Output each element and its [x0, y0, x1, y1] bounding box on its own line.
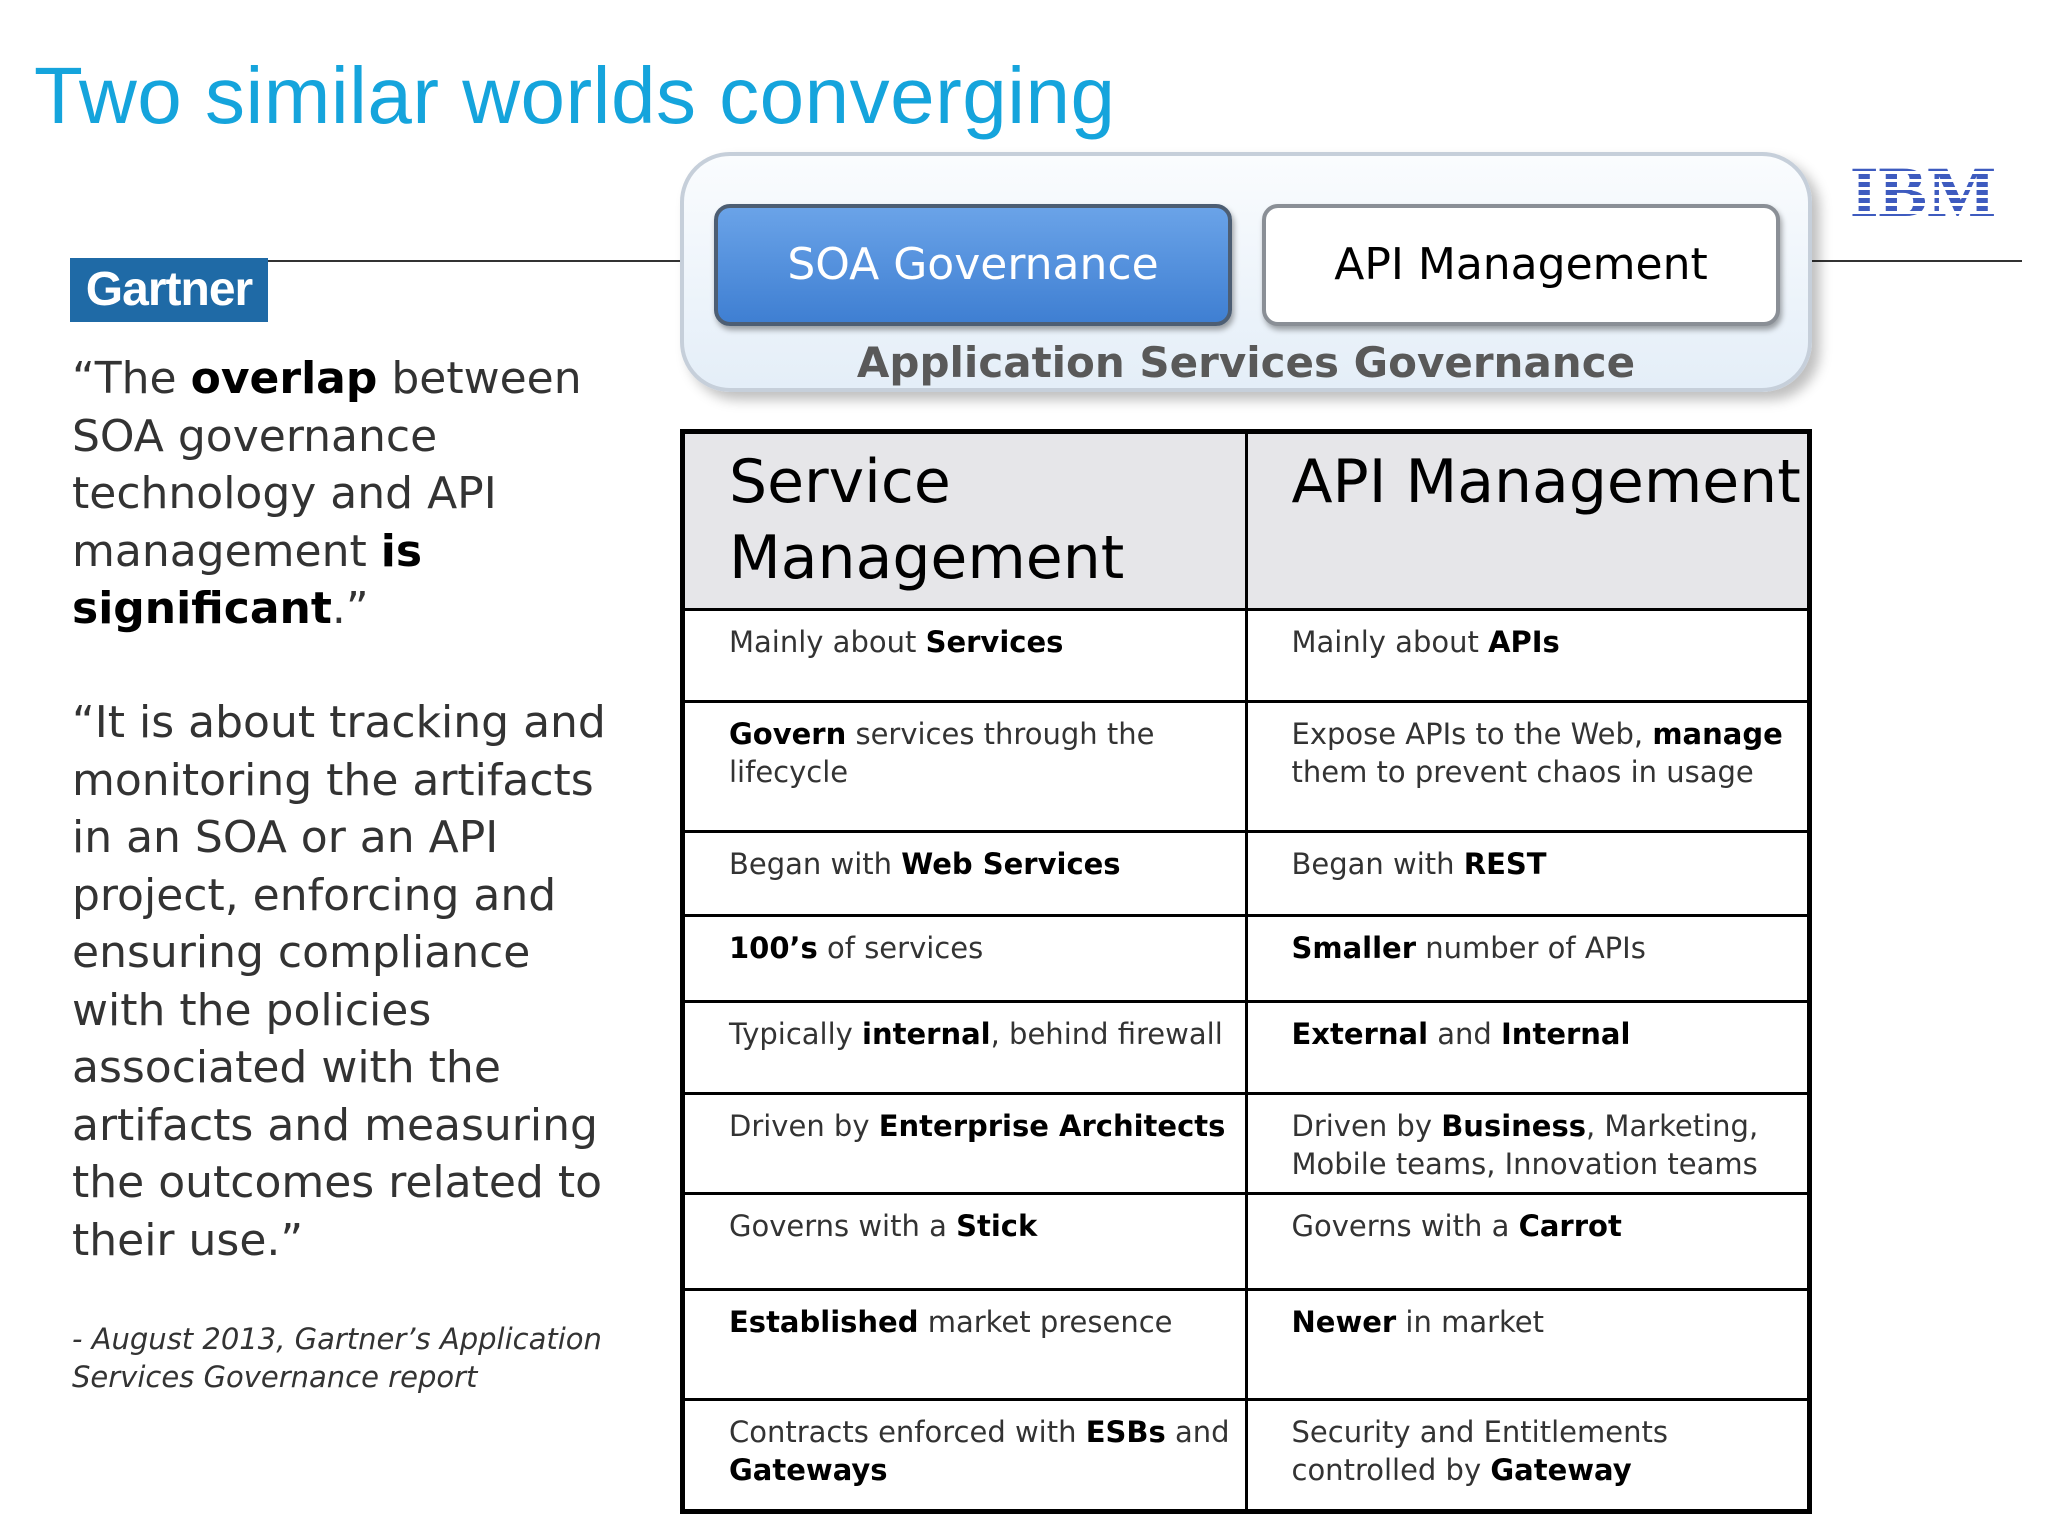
- gartner-logo: Gartner: [70, 258, 268, 322]
- cell-service-management: [683, 1194, 1247, 1290]
- comparison-table: [680, 429, 1812, 1514]
- cell-api-management: [1246, 610, 1810, 702]
- table-header-row: [683, 432, 1810, 610]
- bold-text: Internal: [1501, 1017, 1631, 1051]
- cell-service-management: [683, 1002, 1247, 1094]
- application-services-governance-label: Application Services Governance: [856, 338, 1636, 387]
- cell-service-management: [683, 610, 1247, 702]
- cell-api-management: [1246, 1400, 1810, 1512]
- ibm-logo: [1848, 158, 1998, 222]
- cell-api-management: [1246, 832, 1810, 916]
- bold-text: Services: [925, 625, 1064, 659]
- divider-line-right: [1812, 260, 2022, 262]
- text: and: [1165, 1415, 1230, 1449]
- text: Security and Entitlements controlled by: [1291, 1415, 1668, 1487]
- table-row: [683, 1094, 1810, 1194]
- text: , behind firewall: [990, 1017, 1223, 1051]
- text: , Marketing, Mobile teams, Innovation teams: [1291, 1109, 1759, 1181]
- cell-api-management: [1246, 1194, 1810, 1290]
- text: of services: [817, 931, 984, 965]
- divider-line-left: [268, 260, 680, 262]
- text: Mainly about: [1291, 625, 1489, 659]
- ibm-logo-text: IBM: [1850, 158, 1996, 222]
- text: Mainly about: [729, 625, 926, 659]
- api-management-pill: API Management: [1262, 204, 1780, 326]
- bold-text: internal: [862, 1017, 991, 1051]
- cell-service-management: [683, 1400, 1247, 1512]
- text: between SOA governance technology and API management: [72, 353, 582, 577]
- cell-api-management: [1246, 1002, 1810, 1094]
- text: Contracts enforced with: [729, 1415, 1086, 1449]
- text: Governs with a: [729, 1209, 957, 1243]
- cell-service-management: [683, 832, 1247, 916]
- bold-text: manage: [1652, 717, 1783, 751]
- bold-text: Newer: [1291, 1305, 1397, 1339]
- bold-text: Stick: [956, 1209, 1038, 1243]
- cell-service-management: [683, 702, 1247, 832]
- text: Began with: [1291, 847, 1464, 881]
- bold-text: Business: [1441, 1109, 1586, 1143]
- text: Expose APIs to the Web,: [1291, 717, 1653, 751]
- bold-text: Enterprise Architects: [878, 1109, 1226, 1143]
- text: .”: [331, 583, 369, 634]
- bold-text: Established: [729, 1305, 919, 1339]
- cell-service-management: [683, 1094, 1247, 1194]
- text: in market: [1396, 1305, 1544, 1339]
- bold-text: Web Services: [901, 847, 1121, 881]
- bold-text: Carrot: [1518, 1209, 1622, 1243]
- bold-text: REST: [1463, 847, 1547, 881]
- cell-api-management: [1246, 916, 1810, 1002]
- slide-title: Two similar worlds converging: [34, 51, 1116, 140]
- header-service-management: Service Management: [683, 432, 1247, 610]
- bold-text: Govern: [729, 717, 847, 751]
- bold-text: ESBs: [1085, 1415, 1166, 1449]
- cell-api-management: [1246, 1290, 1810, 1400]
- table-row: [683, 832, 1810, 916]
- text: and: [1428, 1017, 1502, 1051]
- text: services through the lifecycle: [729, 717, 1155, 789]
- bold-text: 100’s: [729, 931, 818, 965]
- bold-text: Gateways: [729, 1453, 888, 1487]
- text: them to prevent chaos in usage: [1291, 755, 1754, 789]
- bold-text: overlap: [190, 353, 378, 404]
- text: market presence: [918, 1305, 1173, 1339]
- table-row: [683, 610, 1810, 702]
- table-row: [683, 1290, 1810, 1400]
- text: number of APIs: [1416, 931, 1646, 965]
- bold-text: Smaller: [1291, 931, 1417, 965]
- text: “The: [72, 353, 191, 404]
- text: Typically: [729, 1017, 863, 1051]
- header-api-management: API Management: [1246, 432, 1810, 610]
- table-row: [683, 1002, 1810, 1094]
- cell-api-management: [1246, 1094, 1810, 1194]
- table-row: [683, 1194, 1810, 1290]
- bold-text: APIs: [1488, 625, 1560, 659]
- gartner-quote-overlap: [72, 350, 632, 638]
- citation: - August 2013, Gartner’s Application Services Governance report: [72, 1322, 602, 1394]
- text: Driven by: [729, 1109, 879, 1143]
- bold-text: Gateway: [1490, 1453, 1632, 1487]
- table-row: [683, 916, 1810, 1002]
- text: Driven by: [1291, 1109, 1442, 1143]
- text: Began with: [729, 847, 902, 881]
- cell-service-management: [683, 916, 1247, 1002]
- bold-text: is significant: [72, 525, 423, 634]
- soa-governance-pill: SOA Governance: [714, 204, 1232, 326]
- table-row: [683, 702, 1810, 832]
- gartner-quote-definition: “It is about tracking and monitoring the artifacts in an SOA or an API project, enforcing and ensuring compliance with the policies associated with the artifacts and measuring the outcomes related to their use.”: [72, 697, 606, 1266]
- text: Governs with a: [1291, 1209, 1519, 1243]
- bold-text: External: [1291, 1017, 1429, 1051]
- cell-service-management: [683, 1290, 1247, 1400]
- table-row: [683, 1400, 1810, 1512]
- cell-api-management: [1246, 702, 1810, 832]
